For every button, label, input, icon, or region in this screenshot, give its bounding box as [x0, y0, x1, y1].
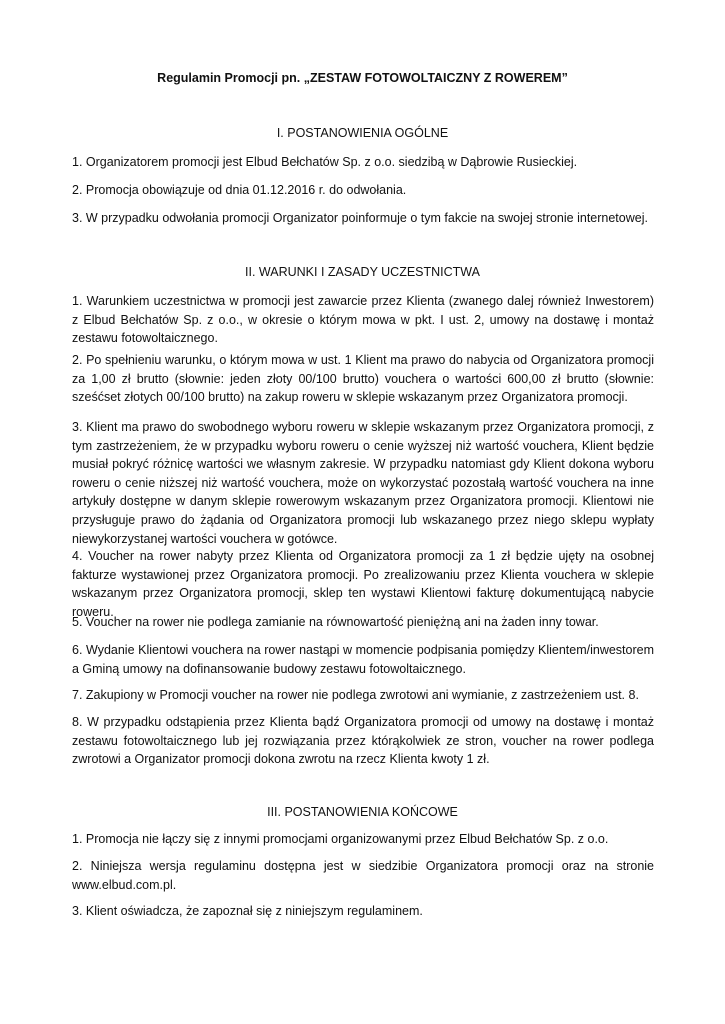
section-heading-conditions: II. WARUNKI I ZASADY UCZESTNICTWA [245, 265, 480, 279]
paragraph: 2. Po spełnieniu warunku, o którym mowa w ust. 1 Klient ma prawo do nabycia od Organizatora promocji za 1,00 zł brutto (słownie: jeden złoty 00/100 brutto) vouchera o wartości 600,00 zł brutto (słownie: sześćset złotych 00/100 brutto) na zakup roweru w sklepie wskazanym przez Organizatora promocji. [72, 353, 654, 405]
section-heading-general: I. POSTANOWIENIA OGÓLNE [276, 126, 449, 140]
document-title: Regulamin Promocji pn. „ZESTAW FOTOWOLTAICZNY Z ROWEREM” [157, 71, 568, 85]
paragraph: 1. Warunkiem uczestnictwa w promocji jest zawarcie przez Klienta (zwanego dalej również Inwestorem) z Elbud Bełchatów Sp. z o.o., w okresie o którym mowa w pkt. I ust. 2, umowy na dostawę i montaż zestawu fotowoltaicznego. [72, 294, 654, 346]
paragraph: 1. Promocja nie łączy się z innymi promocjami organizowanymi przez Elbud Bełchatów Sp. z o.o. [72, 832, 609, 846]
paragraph: 3. Klient oświadcza, że zapoznał się z niniejszym regulaminem. [72, 904, 423, 918]
paragraph: 7. Zakupiony w Promocji voucher na rower nie podlega zwrotowi ani wymianie, z zastrzeżeniem ust. 8. [72, 688, 639, 702]
paragraph: 2. Niniejsza wersja regulaminu dostępna jest w siedzibie Organizatora promocji oraz na stronie www.elbud.com.pl. [72, 859, 654, 892]
paragraph: 3. W przypadku odwołania promocji Organizator poinformuje o tym fakcie na swojej stronie internetowej. [72, 211, 648, 225]
paragraph: 5. Voucher na rower nie podlega zamianie na równowartość pieniężną ani na żaden inny towar. [72, 615, 599, 629]
paragraph: 1. Organizatorem promocji jest Elbud Bełchatów Sp. z o.o. siedzibą w Dąbrowie Rusieckiej. [72, 155, 578, 169]
section-heading-final: III. POSTANOWIENIA KOŃCOWE [267, 805, 458, 819]
paragraph: 3. Klient ma prawo do swobodnego wyboru roweru w sklepie wskazanym przez Organizatora promocji, z tym zastrzeżeniem, że w przypadku wyboru roweru o cenie wyższej niż wartość vouchera, Klient będzie musiał pokryć różnicę wartości we własnym zakresie. W przypadku natomiast gdy Klient dokona wyboru roweru o cenie niższej niż wartość vouchera, może on wykorzystać pozostałą wartość vouchera na inne artykuły dostępne w danym sklepie rowerowym wskazanym przez Organizatora promocji. Klientowi nie przysługuje prawo do żądania od Organizatora promocji lub wskazanego przez niego sklepu wypłaty niewykorzystanej wartości vouchera w gotówce. [72, 420, 654, 546]
paragraph: 8. W przypadku odstąpienia przez Klienta bądź Organizatora promocji od umowy na dostawę i montaż zestawu fotowoltaicznego lub jej rozwiązania przez którąkolwiek ze stron, voucher na rower podlega zwrotowi a Organizator promocji dokona zwrotu na rzecz Klienta kwoty 1 zł. [72, 715, 654, 767]
paragraph: 4. Voucher na rower nabyty przez Klienta od Organizatora promocji za 1 zł będzie ujęty na osobnej fakturze wystawionej przez Organizatora promocji. Po zrealizowaniu przez Klienta vouchera w sklepie wskazanym przez Organizatora promocji, sklep ten wystawi Klientowi fakturę dokumentującą nabycie roweru. [72, 549, 654, 619]
paragraph: 2. Promocja obowiązuje od dnia 01.12.2016 r. do odwołania. [72, 183, 407, 197]
paragraph: 6. Wydanie Klientowi vouchera na rower nastąpi w momencie podpisania pomiędzy Klientem/inwestorem a Gminą umowy na dofinansowanie budowy zestawu fotowoltaicznego. [72, 643, 654, 676]
